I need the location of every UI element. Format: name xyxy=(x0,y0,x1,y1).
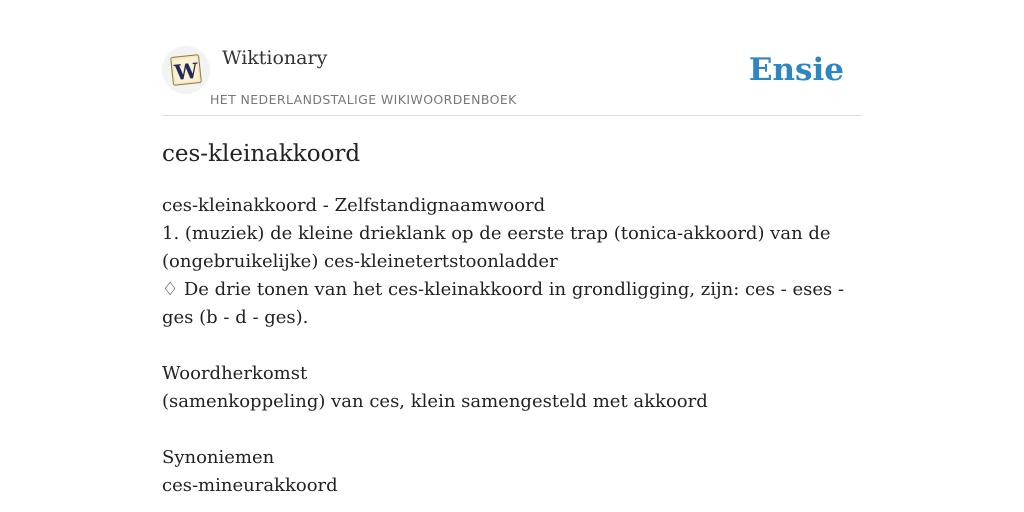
entry-content xyxy=(162,192,862,500)
logo-tile-icon xyxy=(168,52,204,88)
page xyxy=(162,0,862,512)
definition: 1. (muziek) de kleine drieklank op de eerste trap (tonica-akkoord) van de (ongebruikelijke) ces-kleinetertstoonladder xyxy=(162,223,831,272)
spacer xyxy=(162,332,862,360)
brand-logo[interactable]: Ensie xyxy=(748,52,844,88)
source-subtitle: HET NEDERLANDSTALIGE WIKIWOORDENBOEK xyxy=(210,92,517,107)
etymology-heading: Woordherkomst xyxy=(162,363,308,384)
logo-letter: W xyxy=(173,57,200,86)
header xyxy=(162,0,862,116)
source-name[interactable]: Wiktionary xyxy=(222,47,328,69)
synonyms-heading: Synoniemen xyxy=(162,447,275,468)
example-sentence: ♢ De drie tonen van het ces-kleinakkoord in grondligging, zijn: ces - eses - ges (b - d - ges). xyxy=(162,279,845,328)
entry-title: ces-kleinakkoord xyxy=(162,141,361,167)
etymology-text: (samenkoppeling) van ces, klein samengesteld met akkoord xyxy=(162,391,708,412)
wiktionary-logo-icon[interactable] xyxy=(162,46,210,94)
spacer xyxy=(162,416,862,444)
part-of-speech-line: ces-kleinakkoord - Zelfstandignaamwoord xyxy=(162,195,546,216)
synonyms-text: ces-mineurakkoord xyxy=(162,475,338,496)
